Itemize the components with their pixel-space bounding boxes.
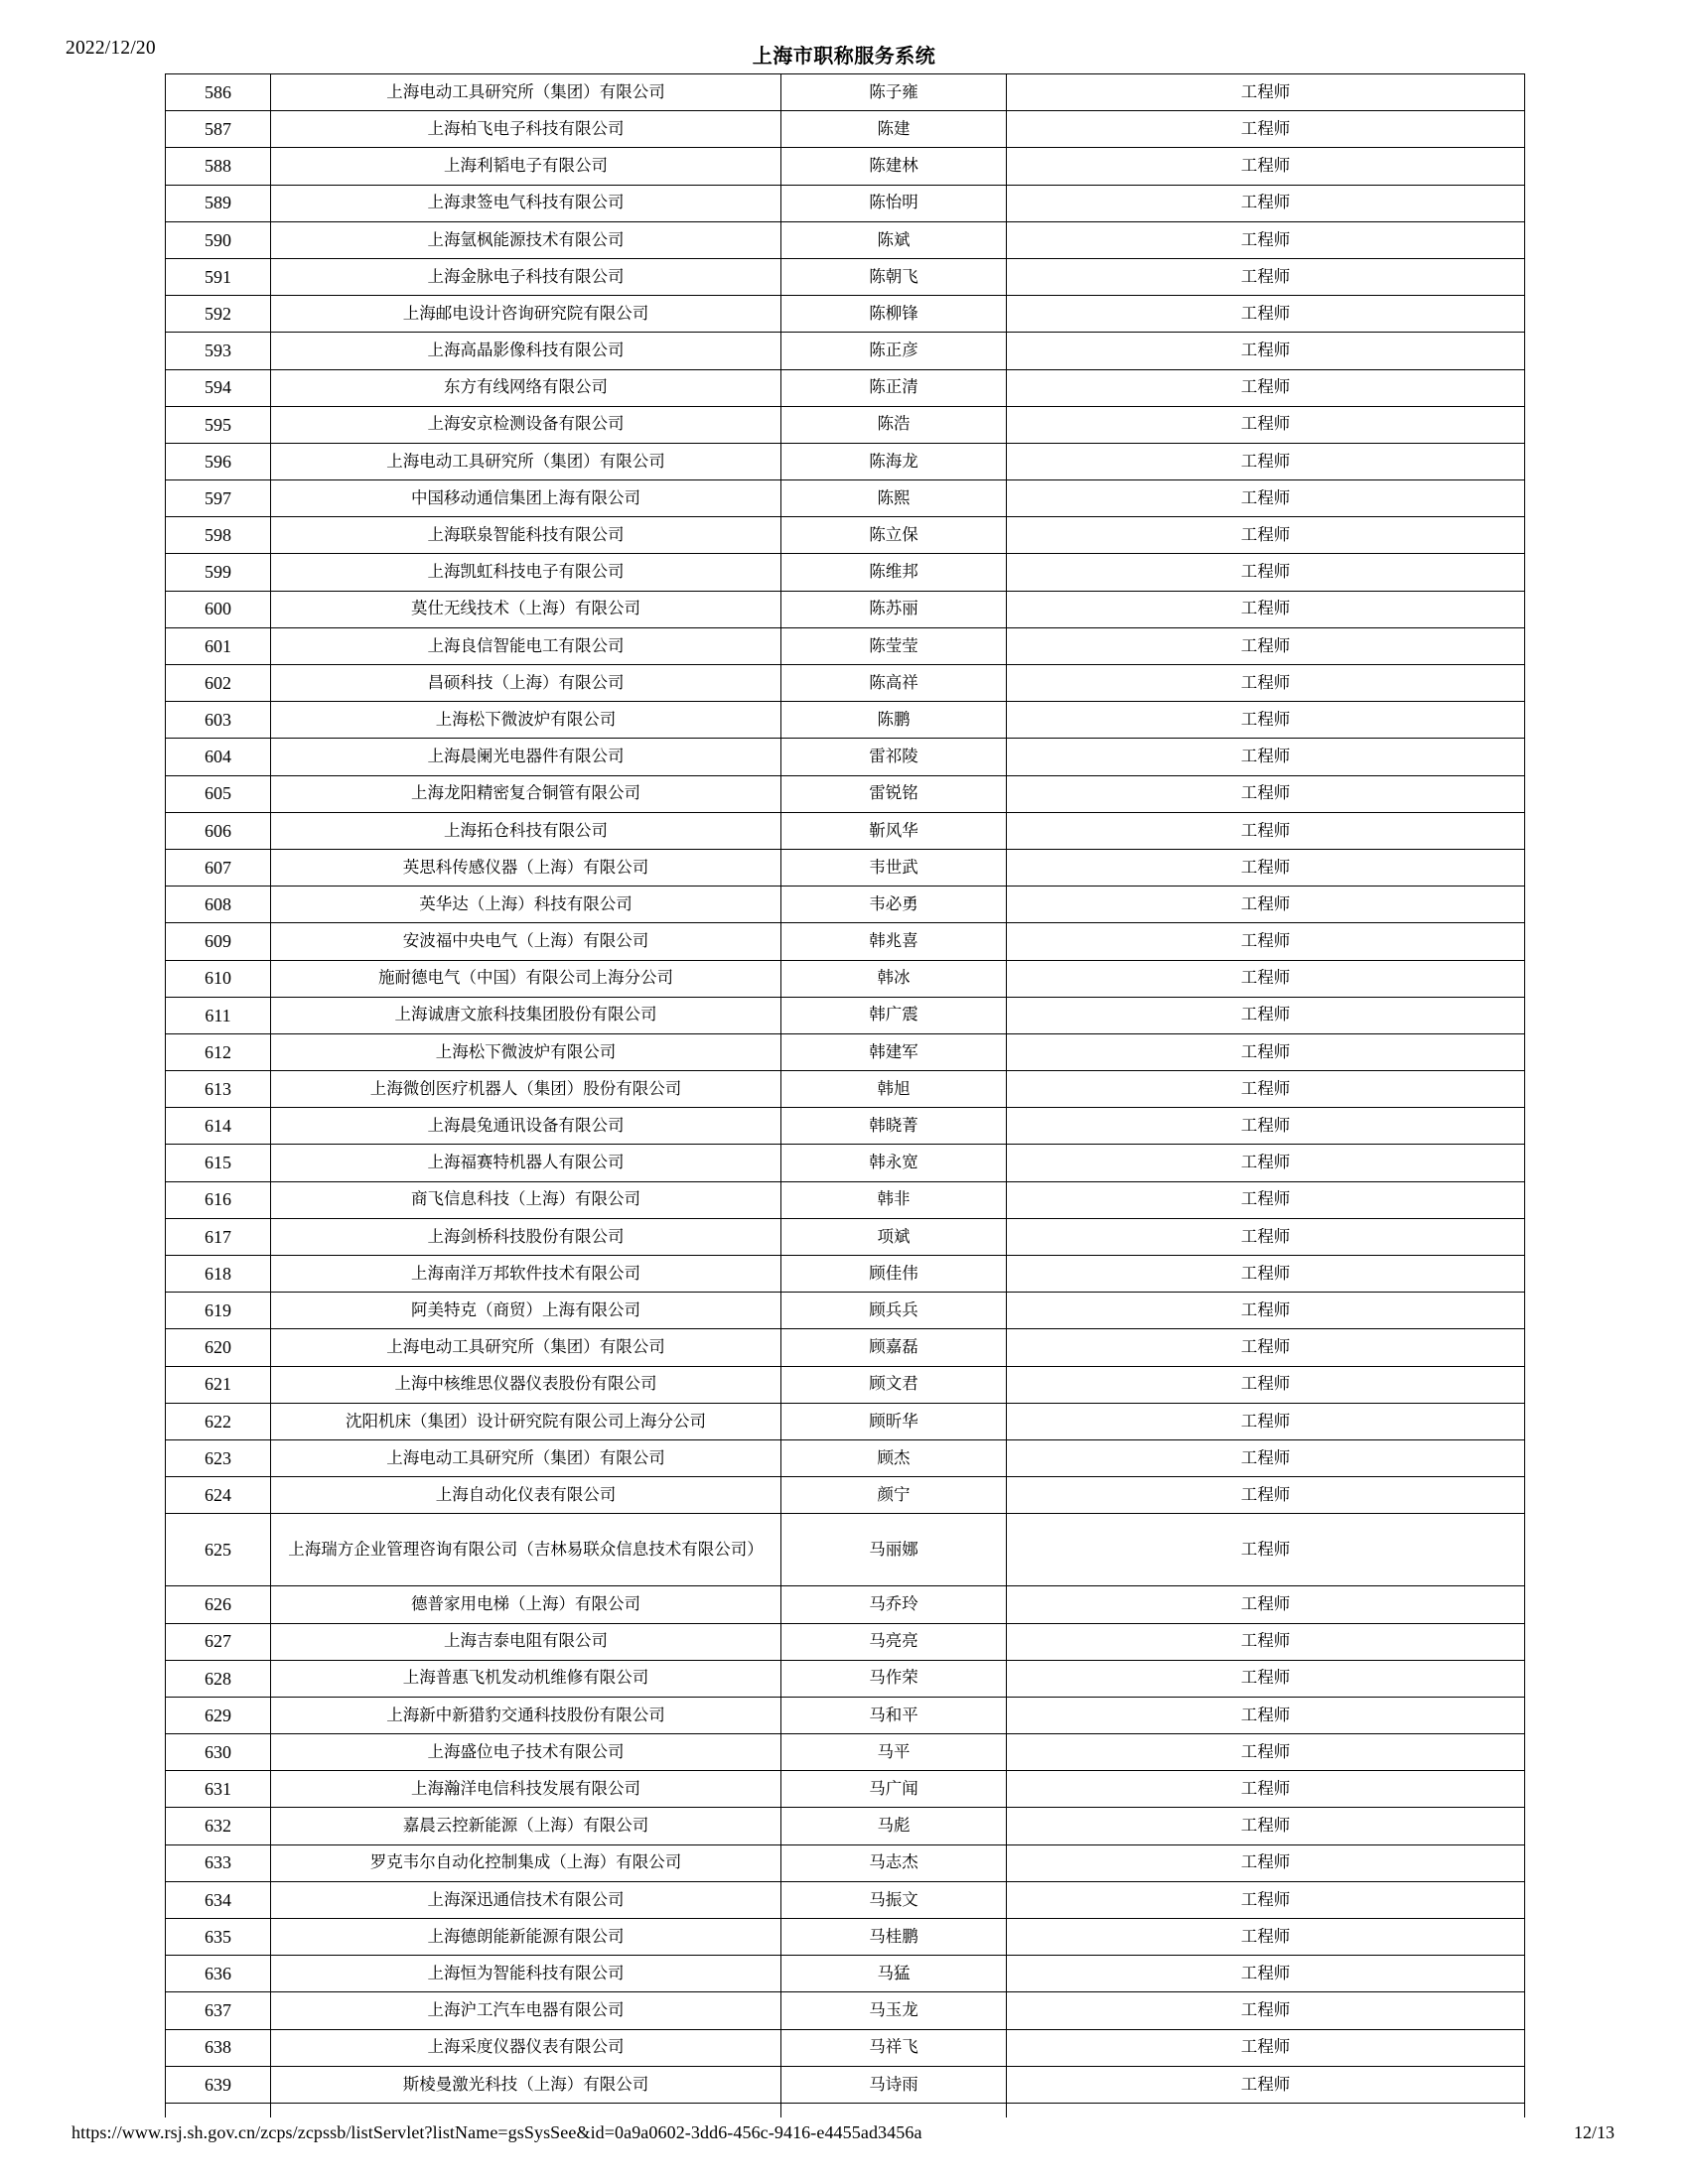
cell-index: 634: [166, 1881, 271, 1918]
table-row: [166, 775, 1525, 812]
cell-company: 昌硕科技（上海）有限公司: [271, 665, 781, 702]
cell-company: 上海电动工具研究所（集团）有限公司: [271, 74, 781, 111]
cell-job-title: 工程师: [1007, 887, 1525, 923]
cell-index: 605: [166, 775, 271, 812]
cell-job-title: 工程师: [1007, 627, 1525, 664]
cell-index: 620: [166, 1329, 271, 1366]
table-row: [166, 1844, 1525, 1881]
cell-company: 上海利韬电子有限公司: [271, 148, 781, 185]
cell-company: 上海恒为智能科技有限公司: [271, 1956, 781, 1992]
cell-company: 上海福赛特机器人有限公司: [271, 1145, 781, 1181]
table-row: [166, 887, 1525, 923]
cell-company: 安波福中央电气（上海）有限公司: [271, 923, 781, 960]
cell-company: 上海深迅通信技术有限公司: [271, 1881, 781, 1918]
cell-index: 603: [166, 702, 271, 739]
cell-person-name: 陈立保: [781, 517, 1007, 554]
cell-job-title: 工程师: [1007, 1403, 1525, 1439]
cell-company: 上海柏飞电子科技有限公司: [271, 111, 781, 148]
cell-index: 618: [166, 1256, 271, 1293]
cell-job-title: 工程师: [1007, 406, 1525, 443]
cell-index: 596: [166, 443, 271, 479]
table-row: [166, 1071, 1525, 1108]
cell-clipped: [166, 2103, 271, 2117]
cell-index: 601: [166, 627, 271, 664]
cell-index: 613: [166, 1071, 271, 1108]
cell-person-name: 马猛: [781, 1956, 1007, 1992]
cell-job-title: 工程师: [1007, 1919, 1525, 1956]
cell-person-name: 陈建林: [781, 148, 1007, 185]
table-row: [166, 1329, 1525, 1366]
cell-company: 上海邮电设计咨询研究院有限公司: [271, 296, 781, 333]
table-row: [166, 1586, 1525, 1623]
table-row: [166, 1623, 1525, 1660]
cell-person-name: 韦世武: [781, 849, 1007, 886]
table-row: [166, 1439, 1525, 1476]
cell-index: 597: [166, 480, 271, 517]
cell-person-name: 顾文君: [781, 1366, 1007, 1403]
cell-company: 施耐德电气（中国）有限公司上海分公司: [271, 960, 781, 997]
cell-index: 612: [166, 1033, 271, 1070]
cell-index: 599: [166, 554, 271, 591]
table-row: [166, 1366, 1525, 1403]
cell-person-name: 陈朝飞: [781, 258, 1007, 295]
table-row: [166, 554, 1525, 591]
cell-person-name: 顾杰: [781, 1439, 1007, 1476]
cell-company: 中国移动通信集团上海有限公司: [271, 480, 781, 517]
cell-company: 上海盛位电子技术有限公司: [271, 1734, 781, 1771]
cell-index: 600: [166, 591, 271, 627]
cell-job-title: 工程师: [1007, 148, 1525, 185]
cell-index: 606: [166, 812, 271, 849]
cell-company: 斯棱曼激光科技（上海）有限公司: [271, 2066, 781, 2103]
table-row: [166, 1697, 1525, 1733]
page-header: [0, 38, 1688, 68]
cell-person-name: 顾兵兵: [781, 1293, 1007, 1329]
cell-job-title: 工程师: [1007, 1145, 1525, 1181]
cell-job-title: 工程师: [1007, 2066, 1525, 2103]
cell-job-title: 工程师: [1007, 258, 1525, 295]
table-row: [166, 1771, 1525, 1808]
cell-index: 589: [166, 185, 271, 221]
cell-person-name: 陈高祥: [781, 665, 1007, 702]
cell-company: 上海龙阳精密复合铜管有限公司: [271, 775, 781, 812]
table-row: [166, 997, 1525, 1033]
cell-job-title: 工程师: [1007, 333, 1525, 369]
cell-company: 英思科传感仪器（上海）有限公司: [271, 849, 781, 886]
cell-person-name: 陈熙: [781, 480, 1007, 517]
cell-job-title: 工程师: [1007, 1439, 1525, 1476]
cell-company: 阿美特克（商贸）上海有限公司: [271, 1293, 781, 1329]
registry-table: [165, 73, 1525, 2117]
cell-index: 616: [166, 1181, 271, 1218]
table-row: [166, 1992, 1525, 2029]
table-row: [166, 1403, 1525, 1439]
cell-company: 上海隶签电气科技有限公司: [271, 185, 781, 221]
page-footer: [0, 2122, 1688, 2148]
cell-job-title: 工程师: [1007, 739, 1525, 775]
table-row: [166, 1145, 1525, 1181]
cell-index: 635: [166, 1919, 271, 1956]
table-row: [166, 665, 1525, 702]
table-row: [166, 960, 1525, 997]
table-row: [166, 1956, 1525, 1992]
table-row: [166, 1218, 1525, 1255]
cell-index: 633: [166, 1844, 271, 1881]
cell-company: 上海晨阑光电器件有限公司: [271, 739, 781, 775]
cell-index: 617: [166, 1218, 271, 1255]
table-row: [166, 1734, 1525, 1771]
cell-job-title: 工程师: [1007, 997, 1525, 1033]
table-row: [166, 1881, 1525, 1918]
cell-person-name: 陈海龙: [781, 443, 1007, 479]
cell-person-name: 马桂鹏: [781, 1919, 1007, 1956]
cell-company: 上海高晶影像科技有限公司: [271, 333, 781, 369]
table-row: [166, 739, 1525, 775]
cell-company: 上海德朗能新能源有限公司: [271, 1919, 781, 1956]
cell-job-title: 工程师: [1007, 1697, 1525, 1733]
cell-job-title: 工程师: [1007, 1660, 1525, 1697]
cell-index: 614: [166, 1108, 271, 1145]
cell-job-title: 工程师: [1007, 369, 1525, 406]
cell-job-title: 工程师: [1007, 1881, 1525, 1918]
cell-job-title: 工程师: [1007, 1293, 1525, 1329]
cell-company: 德普家用电梯（上海）有限公司: [271, 1586, 781, 1623]
cell-job-title: 工程师: [1007, 554, 1525, 591]
cell-index: 623: [166, 1439, 271, 1476]
cell-job-title: 工程师: [1007, 775, 1525, 812]
cell-person-name: 陈斌: [781, 221, 1007, 258]
cell-person-name: 陈子雍: [781, 74, 1007, 111]
table-row: [166, 148, 1525, 185]
cell-person-name: 马和平: [781, 1697, 1007, 1733]
cell-index: 602: [166, 665, 271, 702]
cell-person-name: 陈正清: [781, 369, 1007, 406]
table-row: [166, 627, 1525, 664]
cell-person-name: 韩广震: [781, 997, 1007, 1033]
cell-job-title: 工程师: [1007, 1514, 1525, 1586]
cell-index: 598: [166, 517, 271, 554]
cell-job-title: 工程师: [1007, 923, 1525, 960]
cell-job-title: 工程师: [1007, 1734, 1525, 1771]
cell-job-title: 工程师: [1007, 1218, 1525, 1255]
header-date: 2022/12/20: [66, 38, 156, 59]
cell-index: 621: [166, 1366, 271, 1403]
cell-job-title: 工程师: [1007, 2029, 1525, 2066]
cell-person-name: 韩晓菁: [781, 1108, 1007, 1145]
cell-company: 上海安京检测设备有限公司: [271, 406, 781, 443]
cell-company: 上海瑞方企业管理咨询有限公司（吉林易联众信息技术有限公司）: [271, 1514, 781, 1586]
cell-index: 594: [166, 369, 271, 406]
cell-company: 上海金脉电子科技有限公司: [271, 258, 781, 295]
cell-person-name: 顾嘉磊: [781, 1329, 1007, 1366]
cell-company: 上海拓仓科技有限公司: [271, 812, 781, 849]
registry-table-wrap: [165, 73, 1524, 2117]
cell-person-name: 陈浩: [781, 406, 1007, 443]
cell-index: 626: [166, 1586, 271, 1623]
cell-company: 商飞信息科技（上海）有限公司: [271, 1181, 781, 1218]
cell-company: 上海普惠飞机发动机维修有限公司: [271, 1660, 781, 1697]
cell-person-name: 陈莹莹: [781, 627, 1007, 664]
cell-company: 上海沪工汽车电器有限公司: [271, 1992, 781, 2029]
cell-person-name: 陈正彦: [781, 333, 1007, 369]
cell-job-title: 工程师: [1007, 1108, 1525, 1145]
cell-job-title: 工程师: [1007, 185, 1525, 221]
table-row: [166, 1181, 1525, 1218]
cell-job-title: 工程师: [1007, 1808, 1525, 1844]
cell-job-title: 工程师: [1007, 1844, 1525, 1881]
cell-person-name: 马志杰: [781, 1844, 1007, 1881]
cell-index: 637: [166, 1992, 271, 2029]
cell-job-title: 工程师: [1007, 296, 1525, 333]
cell-index: 591: [166, 258, 271, 295]
cell-person-name: 颜宁: [781, 1477, 1007, 1514]
cell-index: 611: [166, 997, 271, 1033]
cell-company: 上海剑桥科技股份有限公司: [271, 1218, 781, 1255]
cell-index: 622: [166, 1403, 271, 1439]
cell-index: 608: [166, 887, 271, 923]
cell-job-title: 工程师: [1007, 960, 1525, 997]
cell-company: 上海联泉智能科技有限公司: [271, 517, 781, 554]
cell-person-name: 顾昕华: [781, 1403, 1007, 1439]
cell-index: 625: [166, 1514, 271, 1586]
cell-index: 609: [166, 923, 271, 960]
cell-company: 罗克韦尔自动化控制集成（上海）有限公司: [271, 1844, 781, 1881]
cell-person-name: 韦必勇: [781, 887, 1007, 923]
cell-job-title: 工程师: [1007, 812, 1525, 849]
table-row: [166, 1108, 1525, 1145]
cell-index: 632: [166, 1808, 271, 1844]
cell-person-name: 靳风华: [781, 812, 1007, 849]
cell-job-title: 工程师: [1007, 1623, 1525, 1660]
table-row: [166, 258, 1525, 295]
cell-index: 627: [166, 1623, 271, 1660]
table-row: [166, 1808, 1525, 1844]
cell-person-name: 韩兆喜: [781, 923, 1007, 960]
cell-company: 上海南洋万邦软件技术有限公司: [271, 1256, 781, 1293]
cell-job-title: 工程师: [1007, 1477, 1525, 1514]
table-row: [166, 1477, 1525, 1514]
cell-person-name: 韩冰: [781, 960, 1007, 997]
table-row: [166, 443, 1525, 479]
source-url[interactable]: https://www.rsj.sh.gov.cn/zcps/zcpssb/listServlet?listName=gsSysSee&id=0a9a0602-3dd6-456c-9416-e4455ad3456a: [71, 2122, 922, 2142]
table-row: [166, 1033, 1525, 1070]
cell-index: 607: [166, 849, 271, 886]
cell-job-title: 工程师: [1007, 1181, 1525, 1218]
cell-person-name: 顾佳伟: [781, 1256, 1007, 1293]
cell-index: 631: [166, 1771, 271, 1808]
cell-person-name: 陈建: [781, 111, 1007, 148]
cell-job-title: 工程师: [1007, 849, 1525, 886]
cell-job-title: 工程师: [1007, 1033, 1525, 1070]
cell-company: 莫仕无线技术（上海）有限公司: [271, 591, 781, 627]
cell-company: 嘉晨云控新能源（上海）有限公司: [271, 1808, 781, 1844]
cell-clipped: [271, 2103, 781, 2117]
table-row: [166, 1293, 1525, 1329]
cell-job-title: 工程师: [1007, 1992, 1525, 2029]
cell-job-title: 工程师: [1007, 443, 1525, 479]
cell-company: 上海电动工具研究所（集团）有限公司: [271, 443, 781, 479]
page-number: 12/13: [1573, 2122, 1615, 2142]
table-row: [166, 591, 1525, 627]
table-row: [166, 1919, 1525, 1956]
cell-company: 上海吉泰电阻有限公司: [271, 1623, 781, 1660]
cell-index: 636: [166, 1956, 271, 1992]
table-row: [166, 185, 1525, 221]
cell-job-title: 工程师: [1007, 1771, 1525, 1808]
table-row: [166, 812, 1525, 849]
cell-company: 上海采度仪器仪表有限公司: [271, 2029, 781, 2066]
cell-job-title: 工程师: [1007, 517, 1525, 554]
table-row: [166, 849, 1525, 886]
cell-person-name: 陈鹏: [781, 702, 1007, 739]
cell-job-title: 工程师: [1007, 1956, 1525, 1992]
cell-company: 上海自动化仪表有限公司: [271, 1477, 781, 1514]
cell-job-title: 工程师: [1007, 1366, 1525, 1403]
cell-company: 上海良信智能电工有限公司: [271, 627, 781, 664]
cell-index: 615: [166, 1145, 271, 1181]
table-row: [166, 406, 1525, 443]
cell-person-name: 马作荣: [781, 1660, 1007, 1697]
cell-person-name: 陈苏丽: [781, 591, 1007, 627]
cell-company: 上海电动工具研究所（集团）有限公司: [271, 1439, 781, 1476]
cell-person-name: 陈维邦: [781, 554, 1007, 591]
cell-person-name: 韩旭: [781, 1071, 1007, 1108]
cell-person-name: 韩建军: [781, 1033, 1007, 1070]
cell-job-title: 工程师: [1007, 591, 1525, 627]
cell-person-name: 马祥飞: [781, 2029, 1007, 2066]
cell-company: 上海晨兔通讯设备有限公司: [271, 1108, 781, 1145]
table-row: [166, 480, 1525, 517]
table-row: [166, 333, 1525, 369]
table-row-clipped: [166, 2103, 1525, 2117]
cell-person-name: 马玉龙: [781, 1992, 1007, 2029]
cell-person-name: 马广闻: [781, 1771, 1007, 1808]
cell-company: 上海新中新猎豹交通科技股份有限公司: [271, 1697, 781, 1733]
table-row: [166, 74, 1525, 111]
cell-job-title: 工程师: [1007, 221, 1525, 258]
cell-person-name: 马乔玲: [781, 1586, 1007, 1623]
cell-index: 593: [166, 333, 271, 369]
cell-job-title: 工程师: [1007, 74, 1525, 111]
cell-index: 619: [166, 1293, 271, 1329]
cell-index: 610: [166, 960, 271, 997]
cell-person-name: 韩非: [781, 1181, 1007, 1218]
cell-index: 587: [166, 111, 271, 148]
cell-person-name: 马彪: [781, 1808, 1007, 1844]
cell-job-title: 工程师: [1007, 480, 1525, 517]
table-row: [166, 369, 1525, 406]
cell-company: 英华达（上海）科技有限公司: [271, 887, 781, 923]
cell-index: 590: [166, 221, 271, 258]
cell-index: 639: [166, 2066, 271, 2103]
table-row: [166, 517, 1525, 554]
cell-company: 上海松下微波炉有限公司: [271, 1033, 781, 1070]
cell-index: 638: [166, 2029, 271, 2066]
cell-company: 沈阳机床（集团）设计研究院有限公司上海分公司: [271, 1403, 781, 1439]
table-row: [166, 1256, 1525, 1293]
cell-job-title: 工程师: [1007, 1329, 1525, 1366]
cell-company: 上海氫枫能源技术有限公司: [271, 221, 781, 258]
cell-person-name: 马丽娜: [781, 1514, 1007, 1586]
cell-person-name: 韩永宽: [781, 1145, 1007, 1181]
cell-job-title: 工程师: [1007, 665, 1525, 702]
cell-person-name: 马亮亮: [781, 1623, 1007, 1660]
cell-clipped: [1007, 2103, 1525, 2117]
cell-index: 586: [166, 74, 271, 111]
table-row: [166, 296, 1525, 333]
cell-job-title: 工程师: [1007, 1586, 1525, 1623]
cell-clipped: [781, 2103, 1007, 2117]
cell-index: 595: [166, 406, 271, 443]
cell-company: 上海瀚洋电信科技发展有限公司: [271, 1771, 781, 1808]
table-row: [166, 221, 1525, 258]
table-row: [166, 111, 1525, 148]
cell-company: 上海微创医疗机器人（集团）股份有限公司: [271, 1071, 781, 1108]
cell-person-name: 陈柳锋: [781, 296, 1007, 333]
table-row: [166, 702, 1525, 739]
cell-company: 上海诚唐文旅科技集团股份有限公司: [271, 997, 781, 1033]
cell-person-name: 马平: [781, 1734, 1007, 1771]
table-row: [166, 923, 1525, 960]
table-row: [166, 2029, 1525, 2066]
cell-index: 629: [166, 1697, 271, 1733]
cell-person-name: 雷祁陵: [781, 739, 1007, 775]
cell-person-name: 雷锐铭: [781, 775, 1007, 812]
page-title: 上海市职称服务系统: [752, 44, 936, 68]
cell-index: 628: [166, 1660, 271, 1697]
cell-job-title: 工程师: [1007, 111, 1525, 148]
cell-company: 上海凯虹科技电子有限公司: [271, 554, 781, 591]
cell-index: 630: [166, 1734, 271, 1771]
cell-person-name: 项斌: [781, 1218, 1007, 1255]
cell-index: 592: [166, 296, 271, 333]
cell-index: 624: [166, 1477, 271, 1514]
cell-job-title: 工程师: [1007, 702, 1525, 739]
cell-job-title: 工程师: [1007, 1256, 1525, 1293]
cell-job-title: 工程师: [1007, 1071, 1525, 1108]
cell-person-name: 陈怡明: [781, 185, 1007, 221]
cell-index: 604: [166, 739, 271, 775]
cell-person-name: 马诗雨: [781, 2066, 1007, 2103]
cell-index: 588: [166, 148, 271, 185]
cell-company: 上海中核维思仪器仪表股份有限公司: [271, 1366, 781, 1403]
cell-company: 上海松下微波炉有限公司: [271, 702, 781, 739]
cell-person-name: 马振文: [781, 1881, 1007, 1918]
cell-company: 上海电动工具研究所（集团）有限公司: [271, 1329, 781, 1366]
cell-company: 东方有线网络有限公司: [271, 369, 781, 406]
table-row: [166, 1660, 1525, 1697]
table-row: [166, 2066, 1525, 2103]
table-row: [166, 1514, 1525, 1586]
